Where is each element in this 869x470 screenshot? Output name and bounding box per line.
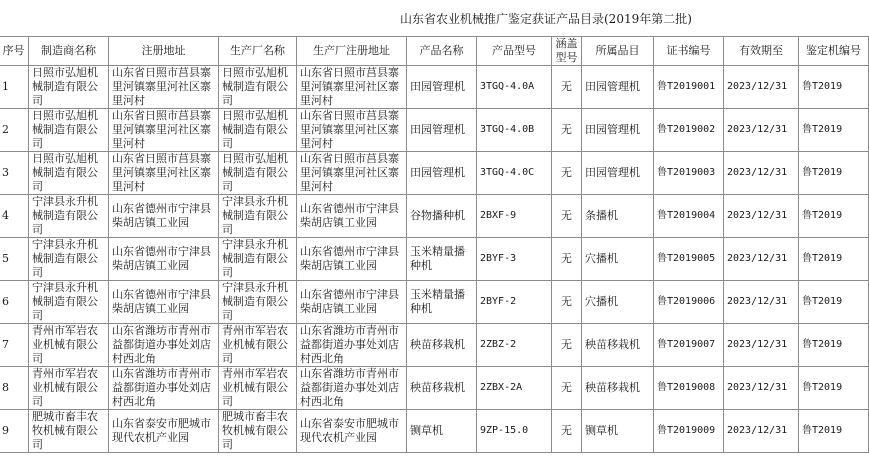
certificate-number-cell: 鲁T2019002 — [654, 109, 724, 152]
factory-name-cell: 宁津县永升机械制造有限公司 — [219, 195, 297, 238]
product-model-cell: 2ZBZ-2 — [477, 324, 552, 367]
covered-model-cell: 无 — [552, 410, 582, 453]
covered-model-cell: 无 — [552, 281, 582, 324]
appraisal-number-cell: 鲁T2019 — [799, 324, 869, 367]
product-name-cell: 田园管理机 — [407, 66, 477, 109]
registered-address-cell: 山东省日照市莒县寨里河镇寨里河社区寨里河村 — [109, 109, 219, 152]
product-name-cell: 铡草机 — [407, 410, 477, 453]
header-cell: 产品型号 — [477, 37, 552, 66]
header-cell: 制造商名称 — [29, 37, 109, 66]
factory-name-cell: 青州市军岩农业机械有限公司 — [219, 367, 297, 410]
registered-address-cell: 山东省泰安市肥城市现代农机产业园 — [109, 410, 219, 453]
factory-name-cell: 青州市军岩农业机械有限公司 — [219, 324, 297, 367]
valid-until-cell: 2023/12/31 — [724, 324, 799, 367]
manufacturer-name-cell: 日照市弘旭机械制造有限公司 — [29, 66, 109, 109]
certificate-number-cell: 鲁T2019003 — [654, 152, 724, 195]
header-cell: 所属品目 — [582, 37, 654, 66]
registered-address-cell: 山东省潍坊市青州市益都街道办事处刘店村西北角 — [109, 324, 219, 367]
product-model-cell: 3TGQ-4.0B — [477, 109, 552, 152]
certificate-number-cell: 鲁T2019001 — [654, 66, 724, 109]
valid-until-cell: 2023/12/31 — [724, 238, 799, 281]
table-header-row — [0, 37, 869, 66]
row-number-cell: 1 — [0, 66, 29, 109]
product-name-cell: 田园管理机 — [407, 109, 477, 152]
product-name-cell: 玉米精量播种机 — [407, 281, 477, 324]
factory-name-cell: 宁津县永升机械制造有限公司 — [219, 238, 297, 281]
covered-model-cell: 无 — [552, 238, 582, 281]
appraisal-number-cell: 鲁T2019 — [799, 195, 869, 238]
certificate-number-cell: 鲁T2019005 — [654, 238, 724, 281]
covered-model-cell: 无 — [552, 66, 582, 109]
header-cell: 有效期至 — [724, 37, 799, 66]
registered-address-cell: 山东省德州市宁津县柴胡店镇工业园 — [109, 195, 219, 238]
table-row — [0, 324, 869, 367]
factory-address-cell: 山东省德州市宁津县柴胡店镇工业园 — [297, 195, 407, 238]
product-model-cell: 2BYF-2 — [477, 281, 552, 324]
covered-model-cell: 无 — [552, 109, 582, 152]
header-cell: 涵盖型号 — [552, 37, 582, 66]
registered-address-cell: 山东省德州市宁津县柴胡店镇工业园 — [109, 238, 219, 281]
product-model-cell: 2BYF-3 — [477, 238, 552, 281]
factory-address-cell: 山东省日照市莒县寨里河镇寨里河社区寨里河村 — [297, 152, 407, 195]
row-number-cell: 7 — [0, 324, 29, 367]
table-row — [0, 66, 869, 109]
factory-address-cell: 山东省泰安市肥城市现代农机产业园 — [297, 410, 407, 453]
row-number-cell: 3 — [0, 152, 29, 195]
factory-address-cell: 山东省日照市莒县寨里河镇寨里河社区寨里河村 — [297, 109, 407, 152]
certificate-number-cell: 鲁T2019004 — [654, 195, 724, 238]
table-row — [0, 238, 869, 281]
factory-address-cell: 山东省潍坊市青州市益都街道办事处刘店村西北角 — [297, 367, 407, 410]
factory-name-cell: 宁津县永升机械制造有限公司 — [219, 281, 297, 324]
factory-name-cell: 日照市弘旭机械制造有限公司 — [219, 66, 297, 109]
product-name-cell: 玉米精量播种机 — [407, 238, 477, 281]
product-category-cell: 田园管理机 — [582, 66, 654, 109]
valid-until-cell: 2023/12/31 — [724, 195, 799, 238]
appraisal-number-cell: 鲁T2019 — [799, 152, 869, 195]
header-cell: 注册地址 — [109, 37, 219, 66]
product-category-cell: 穴播机 — [582, 281, 654, 324]
row-number-cell: 9 — [0, 410, 29, 453]
table-row — [0, 109, 869, 152]
factory-address-cell: 山东省德州市宁津县柴胡店镇工业园 — [297, 281, 407, 324]
covered-model-cell: 无 — [552, 152, 582, 195]
header-cell: 证书编号 — [654, 37, 724, 66]
covered-model-cell: 无 — [552, 324, 582, 367]
registered-address-cell: 山东省德州市宁津县柴胡店镇工业园 — [109, 281, 219, 324]
product-model-cell: 2ZBX-2A — [477, 367, 552, 410]
table-row — [0, 195, 869, 238]
registered-address-cell: 山东省日照市莒县寨里河镇寨里河社区寨里河村 — [109, 66, 219, 109]
product-model-cell: 3TGQ-4.0A — [477, 66, 552, 109]
covered-model-cell: 无 — [552, 195, 582, 238]
manufacturer-name-cell: 日照市弘旭机械制造有限公司 — [29, 109, 109, 152]
covered-model-cell: 无 — [552, 367, 582, 410]
valid-until-cell: 2023/12/31 — [724, 281, 799, 324]
product-category-cell: 田园管理机 — [582, 109, 654, 152]
product-category-cell: 秧苗移栽机 — [582, 324, 654, 367]
product-model-cell: 9ZP-15.0 — [477, 410, 552, 453]
factory-address-cell: 山东省日照市莒县寨里河镇寨里河社区寨里河村 — [297, 66, 407, 109]
header-cell: 生产厂名称 — [219, 37, 297, 66]
valid-until-cell: 2023/12/31 — [724, 367, 799, 410]
product-name-cell: 秧苗移栽机 — [407, 324, 477, 367]
row-number-cell: 8 — [0, 367, 29, 410]
product-category-cell: 田园管理机 — [582, 152, 654, 195]
document-title: 山东省农业机械推广鉴定获证产品目录(2019年第二批) — [400, 12, 692, 26]
factory-name-cell: 肥城市畜丰农牧机械有限公司 — [219, 410, 297, 453]
product-catalog-table — [0, 36, 869, 453]
manufacturer-name-cell: 宁津县永升机械制造有限公司 — [29, 195, 109, 238]
table-row — [0, 152, 869, 195]
appraisal-number-cell: 鲁T2019 — [799, 410, 869, 453]
manufacturer-name-cell: 肥城市畜丰农牧机械有限公司 — [29, 410, 109, 453]
row-number-cell: 5 — [0, 238, 29, 281]
header-cell: 生产厂注册地址 — [297, 37, 407, 66]
appraisal-number-cell: 鲁T2019 — [799, 66, 869, 109]
table-row — [0, 410, 869, 453]
valid-until-cell: 2023/12/31 — [724, 109, 799, 152]
table-row — [0, 367, 869, 410]
valid-until-cell: 2023/12/31 — [724, 66, 799, 109]
header-cell: 产品名称 — [407, 37, 477, 66]
manufacturer-name-cell: 日照市弘旭机械制造有限公司 — [29, 152, 109, 195]
product-model-cell: 2BXF-9 — [477, 195, 552, 238]
certificate-number-cell: 鲁T2019009 — [654, 410, 724, 453]
manufacturer-name-cell: 宁津县永升机械制造有限公司 — [29, 281, 109, 324]
certificate-number-cell: 鲁T2019007 — [654, 324, 724, 367]
table-row — [0, 281, 869, 324]
manufacturer-name-cell: 青州市军岩农业机械有限公司 — [29, 367, 109, 410]
header-cell: 鉴定机编号 — [799, 37, 869, 66]
appraisal-number-cell: 鲁T2019 — [799, 281, 869, 324]
factory-address-cell: 山东省潍坊市青州市益都街道办事处刘店村西北角 — [297, 324, 407, 367]
row-number-cell: 4 — [0, 195, 29, 238]
product-category-cell: 穴播机 — [582, 238, 654, 281]
product-category-cell: 条播机 — [582, 195, 654, 238]
factory-address-cell: 山东省德州市宁津县柴胡店镇工业园 — [297, 238, 407, 281]
manufacturer-name-cell: 青州市军岩农业机械有限公司 — [29, 324, 109, 367]
manufacturer-name-cell: 宁津县永升机械制造有限公司 — [29, 238, 109, 281]
factory-name-cell: 日照市弘旭机械制造有限公司 — [219, 109, 297, 152]
header-cell: 序号 — [0, 37, 29, 66]
certificate-number-cell: 鲁T2019008 — [654, 367, 724, 410]
row-number-cell: 2 — [0, 109, 29, 152]
product-name-cell: 谷物播种机 — [407, 195, 477, 238]
valid-until-cell: 2023/12/31 — [724, 410, 799, 453]
row-number-cell: 6 — [0, 281, 29, 324]
appraisal-number-cell: 鲁T2019 — [799, 367, 869, 410]
product-name-cell: 田园管理机 — [407, 152, 477, 195]
certificate-number-cell: 鲁T2019006 — [654, 281, 724, 324]
product-category-cell: 秧苗移栽机 — [582, 367, 654, 410]
registered-address-cell: 山东省潍坊市青州市益都街道办事处刘店村西北角 — [109, 367, 219, 410]
valid-until-cell: 2023/12/31 — [724, 152, 799, 195]
product-model-cell: 3TGQ-4.0C — [477, 152, 552, 195]
appraisal-number-cell: 鲁T2019 — [799, 109, 869, 152]
product-category-cell: 铡草机 — [582, 410, 654, 453]
registered-address-cell: 山东省日照市莒县寨里河镇寨里河社区寨里河村 — [109, 152, 219, 195]
appraisal-number-cell: 鲁T2019 — [799, 238, 869, 281]
factory-name-cell: 日照市弘旭机械制造有限公司 — [219, 152, 297, 195]
product-name-cell: 秧苗移栽机 — [407, 367, 477, 410]
